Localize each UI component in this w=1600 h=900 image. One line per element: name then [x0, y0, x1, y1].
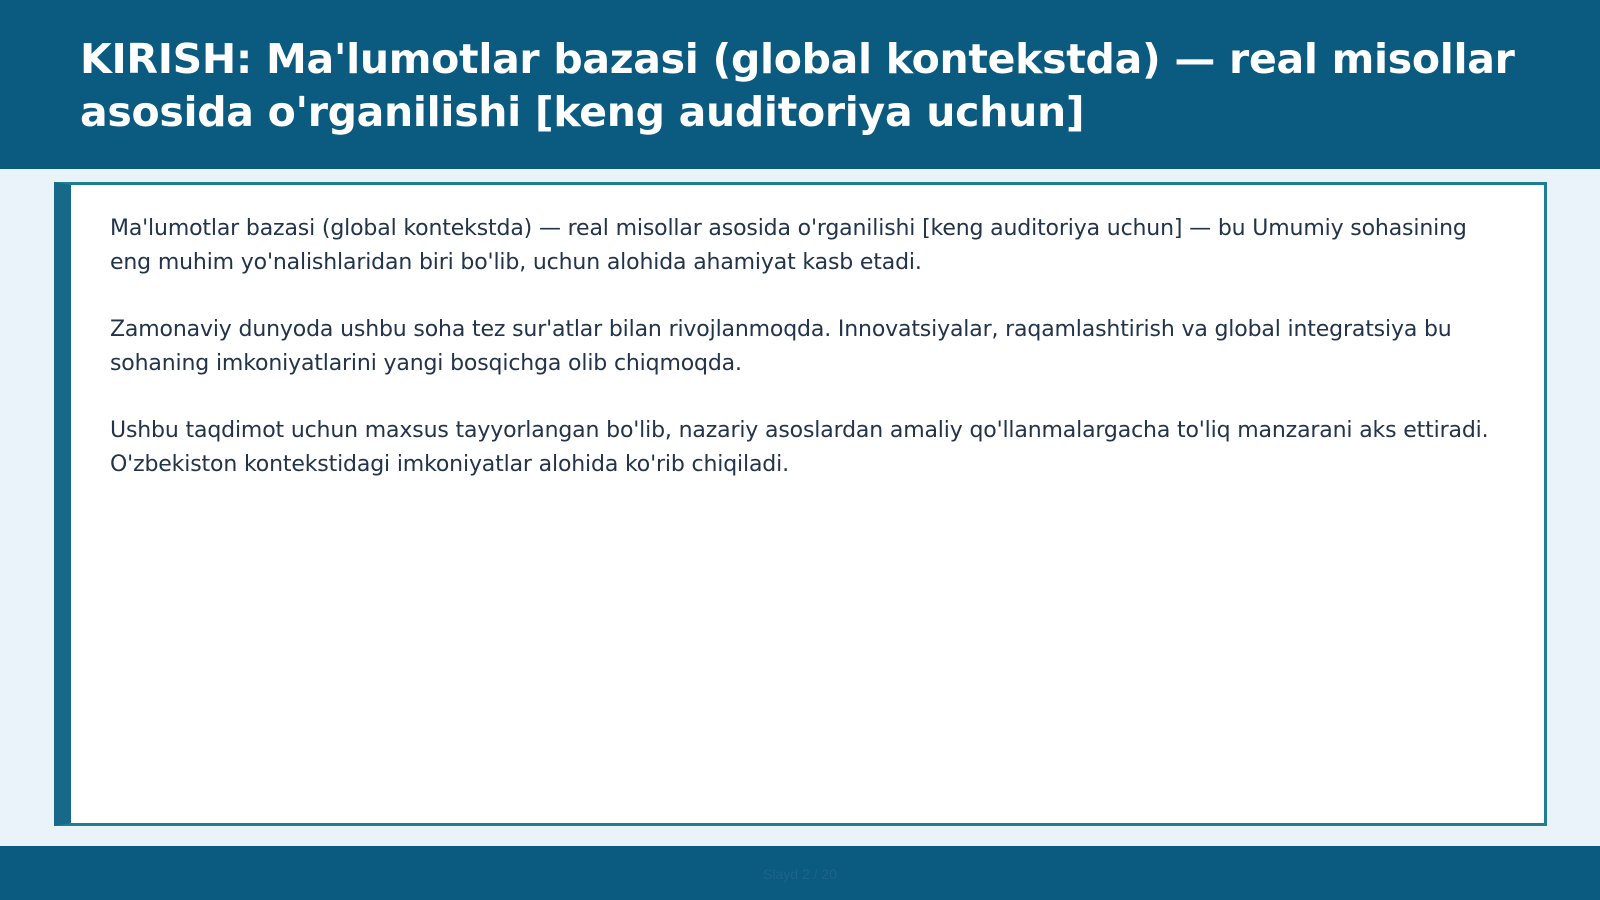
slide-number: Slayd 2 / 20	[763, 866, 837, 882]
paragraph-modern-world: Zamonaviy dunyoda ushbu soha tez sur'atlar bilan rivojlanmoqda. Innovatsiyalar, raqamlashtirish va global integratsiya bu sohaning imkoniyatlarini yangi bosqichga olib chiqmoqda.	[110, 317, 1452, 376]
slide-title: KIRISH: Ma'lumotlar bazasi (global kontekstda) — real misollar asosida o'rganilishi [keng auditoriya uchun]	[80, 35, 1515, 136]
slide-header	[0, 0, 1600, 169]
paragraph-presentation-purpose: Ushbu taqdimot uchun maxsus tayyorlangan bo'lib, nazariy asoslardan amaliy qo'llanmalargacha to'liq manzarani aks ettiradi. O'zbekiston kontekstidagi imkoniyatlar alohida ko'rib chiqiladi.	[110, 418, 1489, 477]
paragraph-intro: Ma'lumotlar bazasi (global kontekstda) — real misollar asosida o'rganilishi [keng auditoriya uchun] — bu Umumiy sohasining eng muhim yo'nalishlaridan biri bo'lib, uchun alohida ahamiyat kasb etadi.	[110, 216, 1467, 275]
content-paragraphs	[110, 212, 1500, 515]
